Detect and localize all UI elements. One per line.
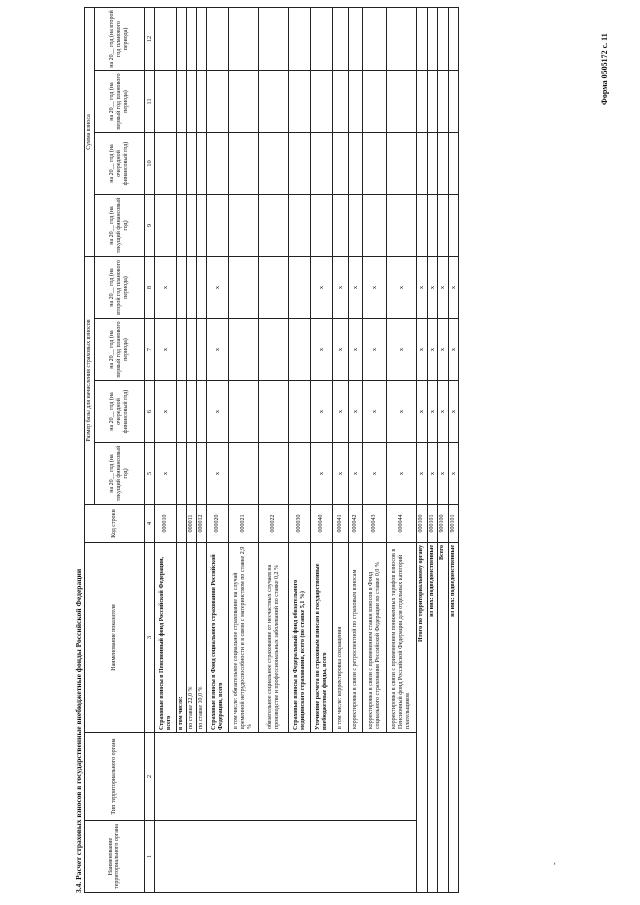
value-cell [417,7,427,70]
x-mark: x [363,257,387,319]
value-cell [197,381,207,443]
x-mark: x [207,443,229,505]
x-mark: x [349,257,363,319]
x-mark: x [333,319,349,381]
value-cell [177,257,187,319]
indicator-name: Уточнение расчета по страховым взносам в государственные внебюджетные фонды, всего [311,543,333,733]
value-cell [438,133,448,195]
value-cell [333,7,349,70]
indicator-name: корректировка в связи с ретроспектной по страховым взносам [349,543,363,733]
value-cell [177,443,187,505]
value-cell [427,133,437,195]
value-cell [187,133,197,195]
value-cell [448,7,458,70]
value-cell [155,195,177,257]
indicator-name: в том числе: [177,543,187,733]
value-cell [259,195,289,257]
x-mark: x [155,319,177,381]
body-type-cell [155,733,417,821]
indicator-name: по ставке 10,0 % [197,543,207,733]
value-cell [207,195,229,257]
x-mark: x [363,381,387,443]
value-cell [289,443,311,505]
value-cell [289,319,311,381]
value-cell [363,7,387,70]
row-code: 000020 [207,505,229,543]
value-cell [387,7,417,70]
value-cell [333,195,349,257]
header-row-code: Код строки [85,505,145,543]
column-number: 10 [144,133,154,195]
x-mark: x [427,257,437,319]
header-territorial-body: Наименование территориального органа [85,821,145,893]
table-row [448,7,458,892]
row-code: 900101 [448,505,458,543]
row-code: 000100 [417,505,427,543]
column-number: 4 [144,505,154,543]
page-mark: - [550,862,559,865]
value-cell [289,195,311,257]
value-cell [229,381,259,443]
value-cell [259,7,289,70]
indicator-name: обязательное социальное страхование от несчастных случаев на производстве и профессиональных заболеваний по ставке 0,2 % [259,543,289,733]
value-cell [448,71,458,133]
x-mark: x [438,319,448,381]
x-mark: x [311,443,333,505]
row-code: 000040 [311,505,333,543]
value-cell [229,195,259,257]
value-cell [311,71,333,133]
row-code: 000010 [155,505,177,543]
indicator-name: Итого по территориальному органу [417,543,427,893]
value-cell [438,71,448,133]
value-cell [259,381,289,443]
value-cell [197,443,207,505]
x-mark: x [387,319,417,381]
row-code: 000021 [229,505,259,543]
value-cell [207,133,229,195]
header-base-group: Размер базы для начисления страховых взносов [85,257,95,505]
value-cell [197,7,207,70]
x-mark: x [417,443,427,505]
x-mark: x [311,257,333,319]
value-cell [187,257,197,319]
value-cell [259,443,289,505]
value-cell [155,71,177,133]
value-cell [349,195,363,257]
x-mark: x [349,443,363,505]
value-cell [363,195,387,257]
x-mark: x [155,257,177,319]
value-cell [333,71,349,133]
indicator-name: корректировка в связи с применением ставки взносов в Фонд социального страхования Российской Федерации по ставке 0,0 % [363,543,387,733]
x-mark: x [387,381,417,443]
value-cell [155,133,177,195]
row-code: 000044 [387,505,417,543]
x-mark: x [207,257,229,319]
x-mark: x [207,319,229,381]
value-cell [417,71,427,133]
x-mark: x [349,381,363,443]
value-cell [427,71,437,133]
value-cell [197,195,207,257]
header-base-first: на 20__ год (на первый год планового периода) [94,319,144,381]
header-sum-next: на 20__ год (на очередной финансовый год) [94,133,144,195]
value-cell [387,195,417,257]
value-cell [311,133,333,195]
x-mark: x [438,257,448,319]
value-cell [187,443,197,505]
x-mark: x [363,319,387,381]
value-cell [207,7,229,70]
row-code: 000022 [259,505,289,543]
section-title: 3.4. Расчет страховых взносов в государственные внебюджетные фонды Российской Федерации [74,568,83,893]
value-cell [427,7,437,70]
column-number: 9 [144,195,154,257]
indicator-name: в том числе: корректировка сокращения [333,543,349,733]
x-mark: x [448,443,458,505]
indicator-name: Страховые взносы в Федеральный фонд обязательного медицинского страхования, всего (по ставке 5,1 %) [289,543,311,733]
form-code: Форма 0505172 с. 11 [600,33,609,105]
value-cell [187,7,197,70]
x-mark: x [155,443,177,505]
value-cell [438,7,448,70]
value-cell [229,133,259,195]
x-mark: x [387,257,417,319]
x-mark: x [363,443,387,505]
column-number: 11 [144,71,154,133]
value-cell [363,133,387,195]
column-number: 7 [144,319,154,381]
value-cell [177,319,187,381]
indicator-name: корректировка в связи с применением пониженных тарифов взносов в Пенсионный фонд Российской Федерации для отдельных категорий плательщиков [387,543,417,733]
x-mark: x [448,319,458,381]
column-number: 12 [144,7,154,70]
contributions-table [84,7,459,893]
x-mark: x [417,319,427,381]
value-cell [197,133,207,195]
table-row [417,7,427,892]
indicator-name: в том числе: обязательное социальное страхование на случай временной нетрудоспособности и в связи с материнством по ставке 2,9 % [229,543,259,733]
x-mark: x [427,443,437,505]
value-cell [448,133,458,195]
header-base-current: на 20__ год (на текущий финансовый год) [94,443,144,505]
value-cell [289,7,311,70]
row-code: 000030 [289,505,311,543]
value-cell [177,381,187,443]
value-cell [229,7,259,70]
x-mark: x [448,381,458,443]
x-mark: x [311,381,333,443]
value-cell [187,319,197,381]
header-indicator: Наименование показателя [85,543,145,733]
value-cell [197,257,207,319]
column-numbers-row [144,7,154,892]
value-cell [333,133,349,195]
header-base-next: на 20__ год (на очередной финансовый год) [94,381,144,443]
value-cell [417,133,427,195]
column-number: 8 [144,257,154,319]
x-mark: x [311,319,333,381]
territorial-body-cell [155,821,417,893]
value-cell [289,71,311,133]
table-row [427,7,437,892]
value-cell [187,71,197,133]
header-base-second: на 20__ год (на второй год планового периода) [94,257,144,319]
header-body-type: Тип территориального органа [85,733,145,821]
header-sum-first: на 20__ год (на первый год планового периода) [94,71,144,133]
indicator-name: Страховые взносы в Пенсионный фонд Российской Федерации, всего [155,543,177,733]
value-cell [155,7,177,70]
header-sum-group: Сумма взноса [85,7,95,256]
value-cell [289,257,311,319]
x-mark: x [333,257,349,319]
value-cell [177,133,187,195]
row-code: 000012 [197,505,207,543]
value-cell [259,257,289,319]
x-mark: x [349,319,363,381]
value-cell [438,195,448,257]
value-cell [289,133,311,195]
indicator-name: из них: подведомственные [427,543,437,893]
x-mark: x [387,443,417,505]
value-cell [197,71,207,133]
value-cell [349,71,363,133]
column-number: 5 [144,443,154,505]
indicator-name: из них: подведомственные [448,543,458,893]
value-cell [427,195,437,257]
value-cell [387,133,417,195]
row-code [177,505,187,543]
row-code: 000011 [187,505,197,543]
indicator-name: Всего [438,543,448,893]
value-cell [289,381,311,443]
x-mark: x [427,381,437,443]
x-mark: x [155,381,177,443]
column-number: 6 [144,381,154,443]
column-number: 3 [144,543,154,733]
column-number: 1 [144,821,154,893]
value-cell [177,195,187,257]
row-code: 900100 [438,505,448,543]
x-mark: x [427,319,437,381]
x-mark: x [333,443,349,505]
row-code: 000101 [427,505,437,543]
header-sum-current: на 20__ год (на текущий финансовый год) [94,195,144,257]
x-mark: x [417,257,427,319]
indicator-name: Страховые взносы в Фонд социального страхования Российской Федерации, всего [207,543,229,733]
x-mark: x [333,381,349,443]
x-mark: x [417,381,427,443]
value-cell [387,71,417,133]
value-cell [349,133,363,195]
header-sum-second: на 20__ год (на второй год планового периода) [94,7,144,70]
column-number: 2 [144,733,154,821]
table-row [155,7,177,892]
value-cell [177,7,187,70]
value-cell [207,71,229,133]
row-code: 000041 [333,505,349,543]
x-mark: x [207,381,229,443]
value-cell [349,7,363,70]
value-cell [259,71,289,133]
value-cell [259,133,289,195]
value-cell [197,319,207,381]
indicator-name: по ставке 22,0 % [187,543,197,733]
value-cell [417,195,427,257]
value-cell [229,319,259,381]
value-cell [177,71,187,133]
value-cell [229,443,259,505]
x-mark: x [438,381,448,443]
value-cell [187,381,197,443]
value-cell [311,195,333,257]
value-cell [311,7,333,70]
value-cell [229,71,259,133]
value-cell [448,195,458,257]
value-cell [229,257,259,319]
value-cell [363,71,387,133]
table-body [155,7,459,892]
x-mark: x [448,257,458,319]
x-mark: x [438,443,448,505]
value-cell [259,319,289,381]
row-code: 000043 [363,505,387,543]
row-code: 000042 [349,505,363,543]
table-row [438,7,448,892]
value-cell [187,195,197,257]
